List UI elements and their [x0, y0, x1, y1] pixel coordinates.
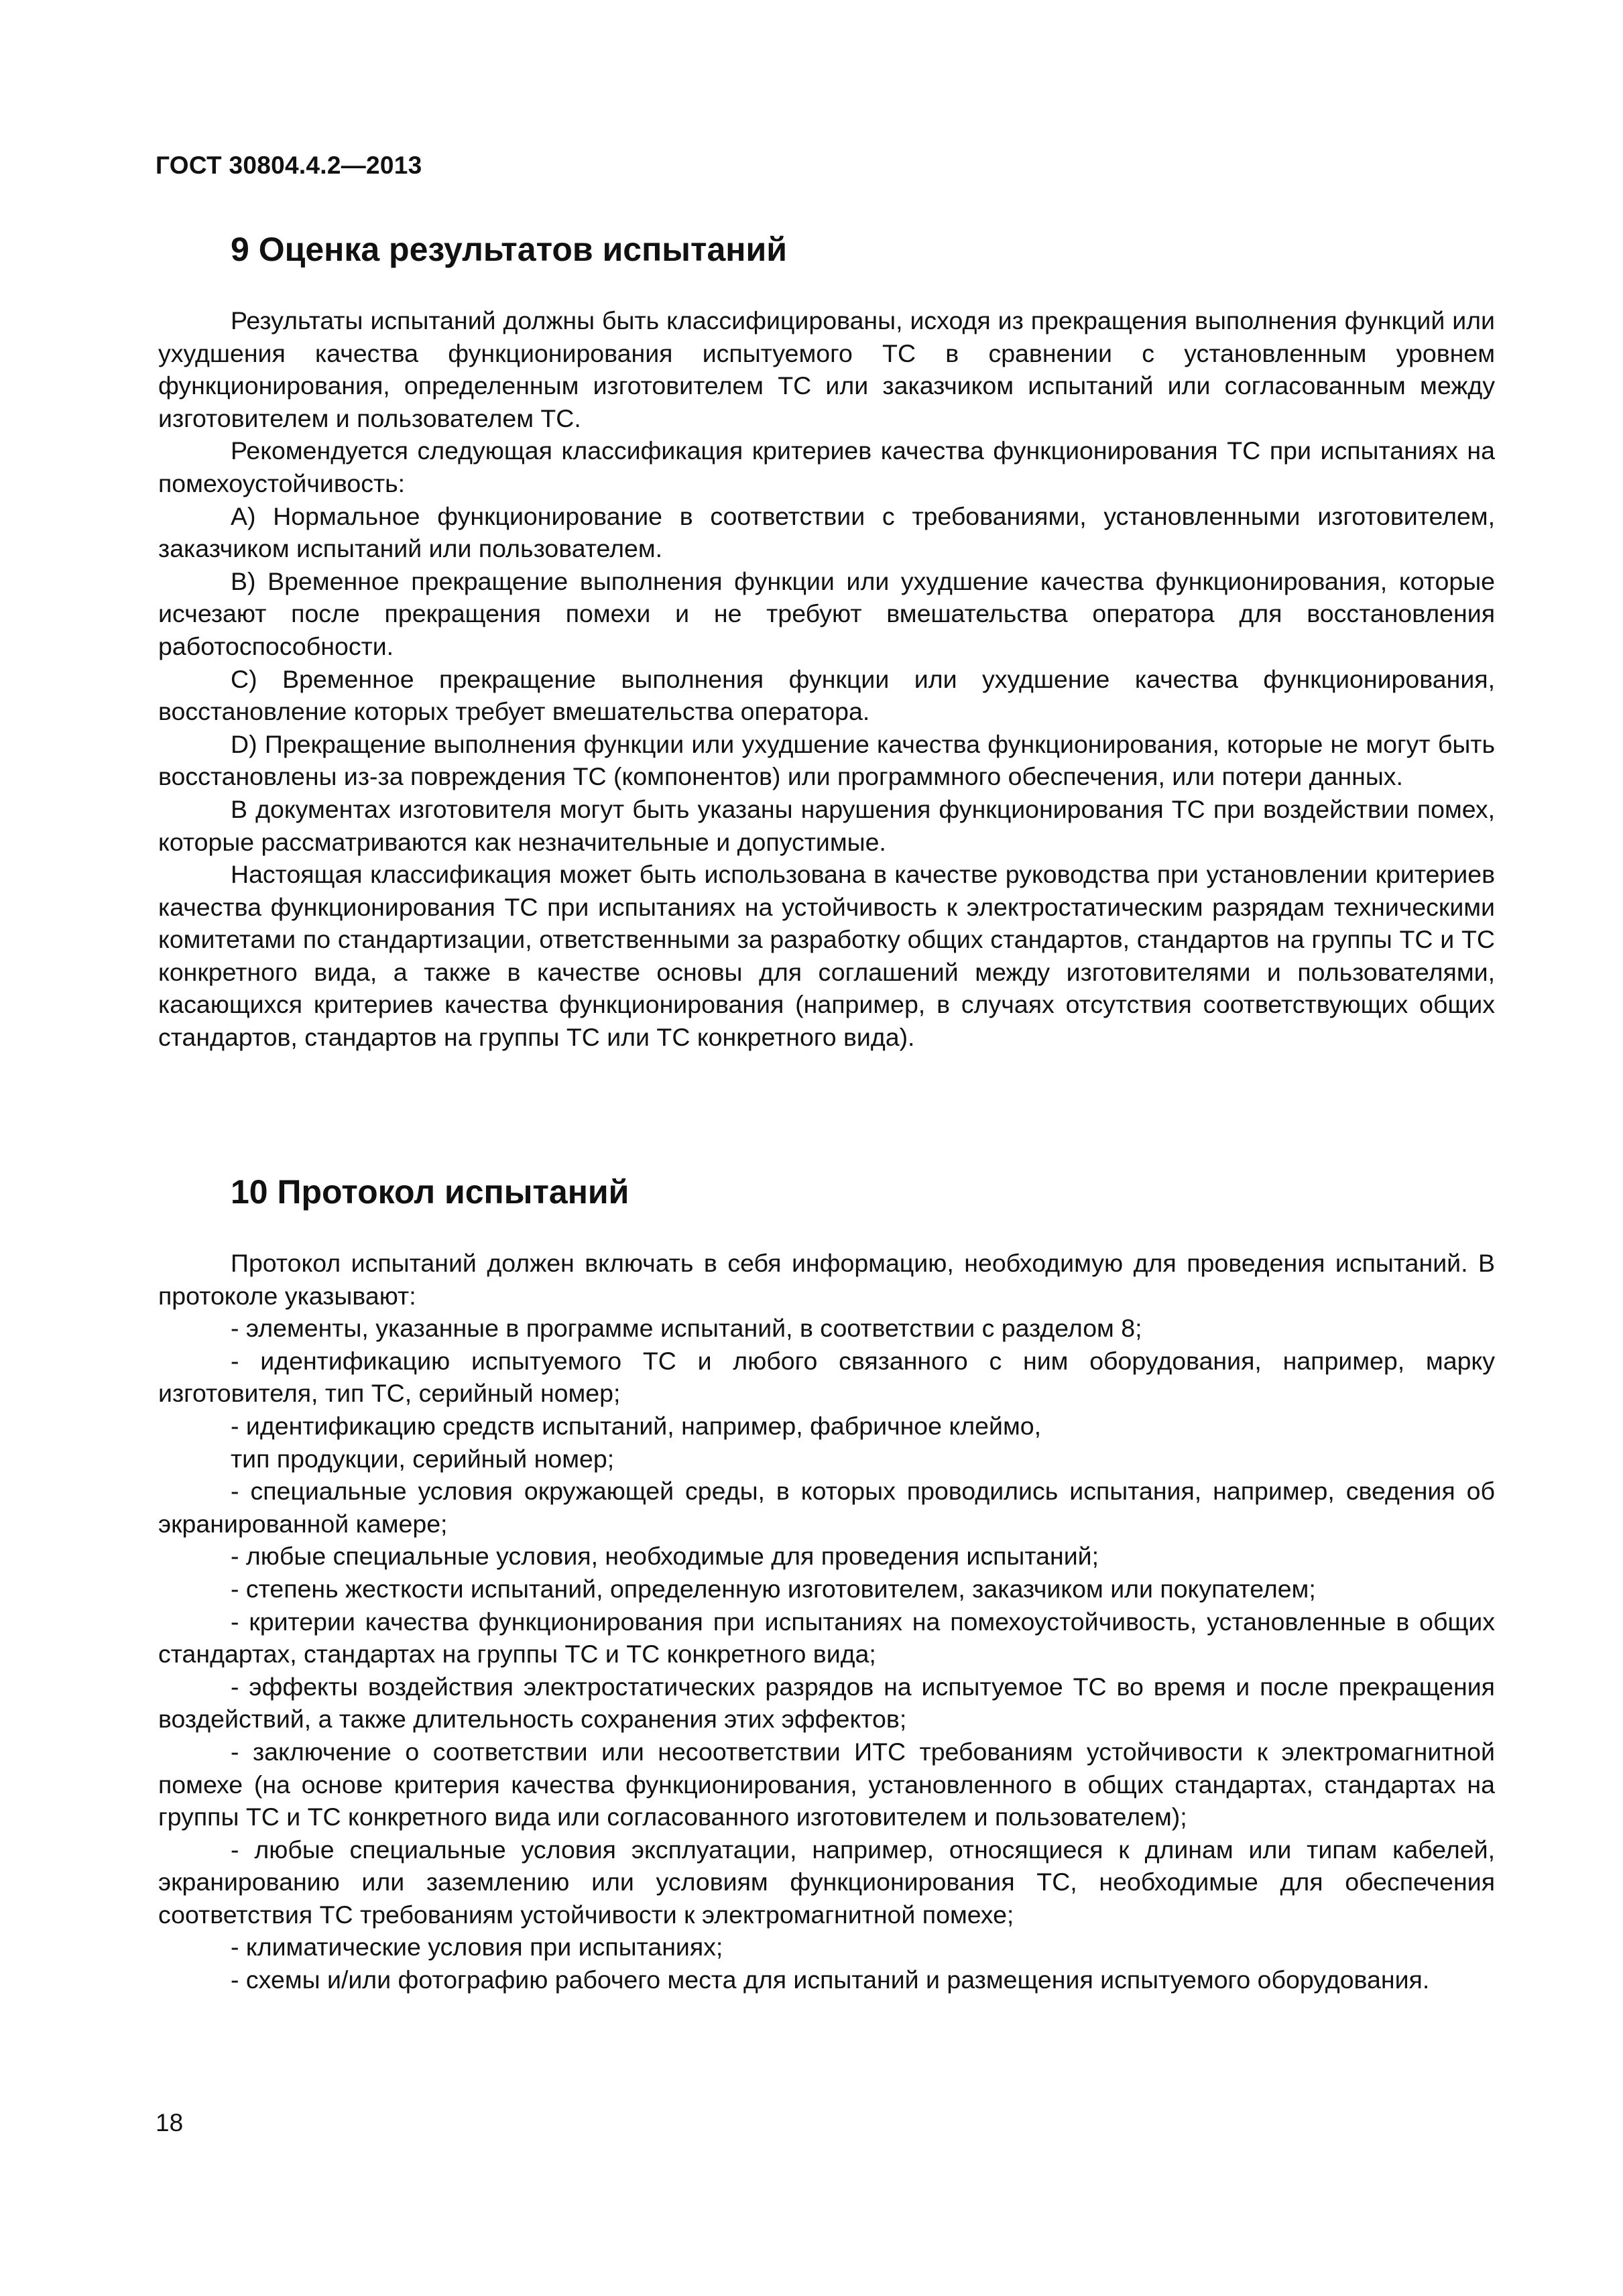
criterion-b-paragraph: В) Временное прекращение выполнения функции или ухудшение качества функционирования, которые исчезают после прекращения помехи и не требуют вмешательства оператора для восстановления работоспособности.	[158, 566, 1495, 660]
list-item: - специальные условия окружающей среды, в которых проводились испытания, например, сведения об экранированной камере;	[158, 1477, 1495, 1538]
criterion-d-paragraph: D) Прекращение выполнения функции или ухудшение качества функционирования, которые не могут быть восстановлены из-за повреждения ТС (компонентов) или программного обеспечения, или потери данных.	[158, 729, 1495, 791]
list-item: - идентификацию средств испытаний, например, фабричное клеймо,	[231, 1411, 1042, 1440]
document-code-header: ГОСТ 30804.4.2—2013	[156, 152, 422, 179]
section-9-body	[158, 304, 1495, 1054]
section-10-title: 10 Протокол испытаний	[231, 1173, 629, 1211]
page-number: 18	[156, 2109, 184, 2136]
list-item: - климатические условия при испытаниях;	[231, 1933, 723, 1961]
list-item: - элементы, указанные в программе испытаний, в соответствии с разделом 8;	[231, 1314, 1142, 1343]
list-item: - любые специальные условия, необходимые для проведения испытаний;	[231, 1542, 1099, 1571]
section-9-paragraph-2: Рекомендуется следующая классификация критериев качества функционирования ТС при испытаниях на помехоустойчивость:	[158, 436, 1495, 497]
section-10	[158, 1172, 1495, 1996]
list-item: - критерии качества функционирования при испытаниях на помехоустойчивость, установленные в общих стандартах, стандартах на группы ТС и ТС конкретного вида;	[158, 1607, 1495, 1669]
list-item: - степень жесткости испытаний, определенную изготовителем, заказчиком или покупателем;	[231, 1574, 1316, 1603]
list-item-continuation: тип продукции, серийный номер;	[231, 1444, 615, 1473]
section-9-paragraph-1: Результаты испытаний должны быть классифицированы, исходя из прекращения выполнения функций или ухудшения качества функционирования испытуемого ТС в сравнении с установленным уровнем функционирования, определенным изготовителем ТС или заказчиком испытаний или согласованным между изготовителем и пользователем ТС.	[158, 306, 1495, 432]
section-9-paragraph-7: В документах изготовителя могут быть указаны нарушения функционирования ТС при воздействии помех, которые рассматриваются как незначительные и допустимые.	[158, 794, 1495, 856]
section-10-body	[158, 1247, 1495, 1996]
list-item: - заключение о соответствии или несоответствии ИТС требованиям устойчивости к электромагнитной помехе (на основе критерия качества функционирования, установленного в общих стандартах, стандартах на группы ТС и ТС конкретного вида или согласованного изготовителем и пользователем);	[158, 1737, 1495, 1831]
criterion-a-paragraph: А) Нормальное функционирование в соответствии с требованиями, установленными изготовителем, заказчиком испытаний или пользователем.	[158, 501, 1495, 563]
section-9-paragraph-8: Настоящая классификация может быть использована в качестве руководства при установлении критериев качества функционирования ТС при испытаниях на устойчивость к электростатическим разрядам техническими комитетами по стандартизации, ответственными за разработку общих стандартов, стандартов на группы ТС и ТС конкретного вида, а также в качестве основы для соглашений между изготовителями и пользователями, касающихся критериев качества функционирования (например, в случаях отсутствия соответствующих общих стандартов, стандартов на группы ТС или ТС конкретного вида).	[158, 860, 1495, 1052]
list-item: - схемы и/или фотографию рабочего места для испытаний и размещения испытуемого оборудования.	[231, 1966, 1430, 1994]
section-9-title: 9 Оценка результатов испытаний	[231, 231, 787, 268]
criterion-c-paragraph: С) Временное прекращение выполнения функции или ухудшение качества функционирования, восстановление которых требует вмешательства оператора.	[158, 664, 1495, 726]
section-9	[158, 229, 1495, 1054]
list-item: - эффекты воздействия электростатических разрядов на испытуемое ТС во время и после прекращения воздействий, а также длительность сохранения этих эффектов;	[158, 1672, 1495, 1734]
list-item: - любые специальные условия эксплуатации, например, относящиеся к длинам или типам кабелей, экранированию или заземлению или условиям функционирования ТС, необходимые для обеспечения соответствия ТС требованиям устойчивости к электромагнитной помехе;	[158, 1835, 1495, 1929]
list-item: - идентификацию испытуемого ТС и любого связанного с ним оборудования, например, марку изготовителя, тип ТС, серийный номер;	[158, 1346, 1495, 1408]
section-10-intro-paragraph: Протокол испытаний должен включать в себя информацию, необходимую для проведения испытаний. В протоколе указывают:	[158, 1249, 1495, 1310]
